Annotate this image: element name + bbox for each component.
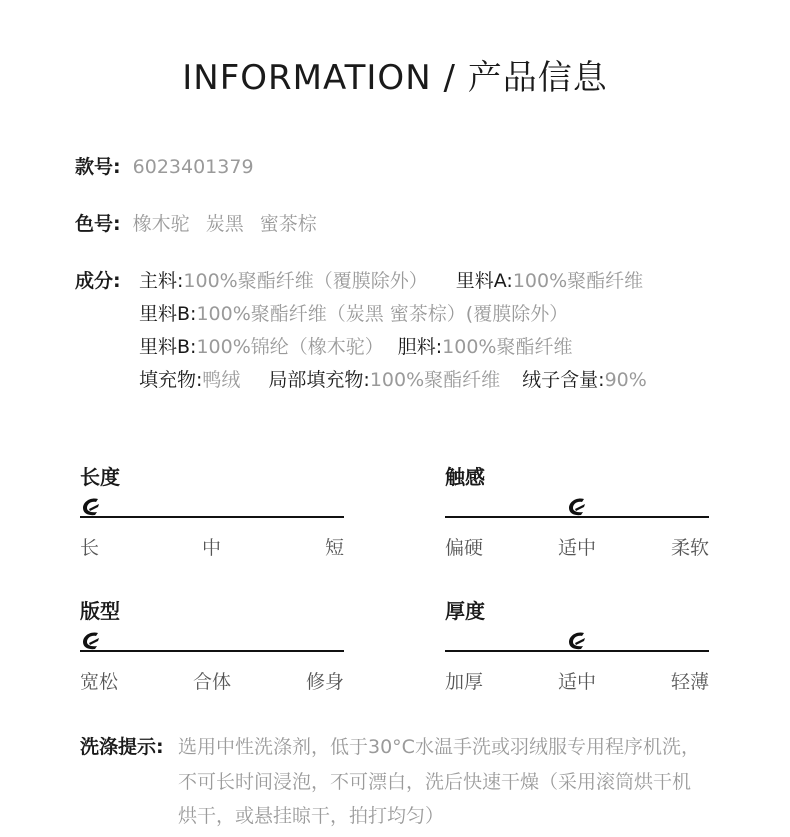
scale-tick: 修身: [305, 671, 344, 693]
brand-logo-marker-icon: [566, 630, 588, 652]
composition-label: 成分:: [75, 270, 121, 292]
scale-feel: [445, 461, 709, 571]
brand-logo-marker-icon: [80, 496, 102, 518]
wash-text: [178, 730, 738, 834]
composition-key: 主料:: [139, 270, 184, 292]
composition-key: 绒子含量:: [522, 369, 605, 391]
composition-key: 里料A:: [455, 270, 513, 292]
scale-tick: 短: [324, 537, 344, 559]
wash-label: 洗涤提示:: [80, 736, 164, 758]
color-value-3: 蜜茶棕: [259, 213, 317, 235]
scale-fit: [80, 595, 344, 705]
color-value-2: 炭黑: [205, 213, 244, 235]
composition-key: 局部填充物:: [268, 369, 370, 391]
scale-tick: 柔软: [670, 537, 709, 559]
scale-tick: 加厚: [445, 671, 484, 693]
scale-tick: 长: [80, 537, 100, 559]
wash-line: 选用中性洗涤剂，低于30°C水温手洗或羽绒服专用程序机洗，: [178, 736, 700, 758]
style-number-row: [75, 151, 254, 184]
composition-value: 100%聚酯纤维: [442, 336, 573, 358]
composition-key: 里料B:: [139, 336, 197, 358]
color-row: [75, 208, 317, 241]
style-number-value: 6023401379: [132, 156, 254, 178]
scale-title: 版型: [80, 599, 120, 623]
scale-length: [80, 461, 344, 571]
scale-title: 长度: [80, 465, 120, 489]
scale-thickness: [445, 595, 709, 705]
scale-tick: 轻薄: [670, 671, 709, 693]
scale-tick: 偏硬: [445, 537, 484, 559]
page-title: INFORMATION / 产品信息: [182, 58, 608, 98]
composition-value: 100%锦纶（橡木驼）: [196, 336, 384, 358]
wash-line: 烘干，或悬挂晾干，拍打均匀）: [178, 805, 445, 827]
scale-tick: 合体: [193, 671, 232, 693]
scale-track: [80, 516, 344, 518]
composition-value: 100%聚酯纤维（覆膜除外）: [183, 270, 428, 292]
wash-line: 不可长时间浸泡，不可漂白，洗后快速干燥（采用滚筒烘干机: [178, 770, 692, 793]
composition-value: 100%聚酯纤维: [369, 369, 501, 391]
scale-tick: 适中: [558, 537, 597, 559]
composition-key: 填充物:: [139, 369, 203, 391]
composition-line: [139, 331, 647, 364]
composition-key: 胆料:: [397, 336, 443, 358]
color-label: 色号:: [75, 213, 121, 235]
scale-title: 厚度: [445, 599, 485, 623]
scale-track: [80, 650, 344, 652]
composition-line: [139, 364, 647, 397]
composition-label-row: [75, 265, 121, 298]
composition-line: [139, 298, 647, 331]
scale-tick: 宽松: [80, 671, 119, 693]
brand-logo-marker-icon: [80, 630, 102, 652]
composition-value: 90%: [604, 369, 647, 391]
composition-value: 100%聚酯纤维: [512, 270, 644, 292]
composition-line: [139, 265, 647, 298]
composition-value: 鸭绒: [202, 369, 241, 391]
style-number-label: 款号:: [75, 156, 121, 178]
scale-tick: 中: [202, 537, 222, 559]
color-value-1: 橡木驼: [132, 213, 190, 235]
composition-lines: [139, 265, 647, 397]
scale-tick: 适中: [558, 671, 597, 693]
composition-value: 100%聚酯纤维（炭黑 蜜茶棕）(覆膜除外）: [196, 303, 569, 325]
composition-key: 里料B:: [139, 303, 197, 325]
scale-title: 触感: [445, 465, 485, 489]
brand-logo-marker-icon: [566, 496, 588, 518]
